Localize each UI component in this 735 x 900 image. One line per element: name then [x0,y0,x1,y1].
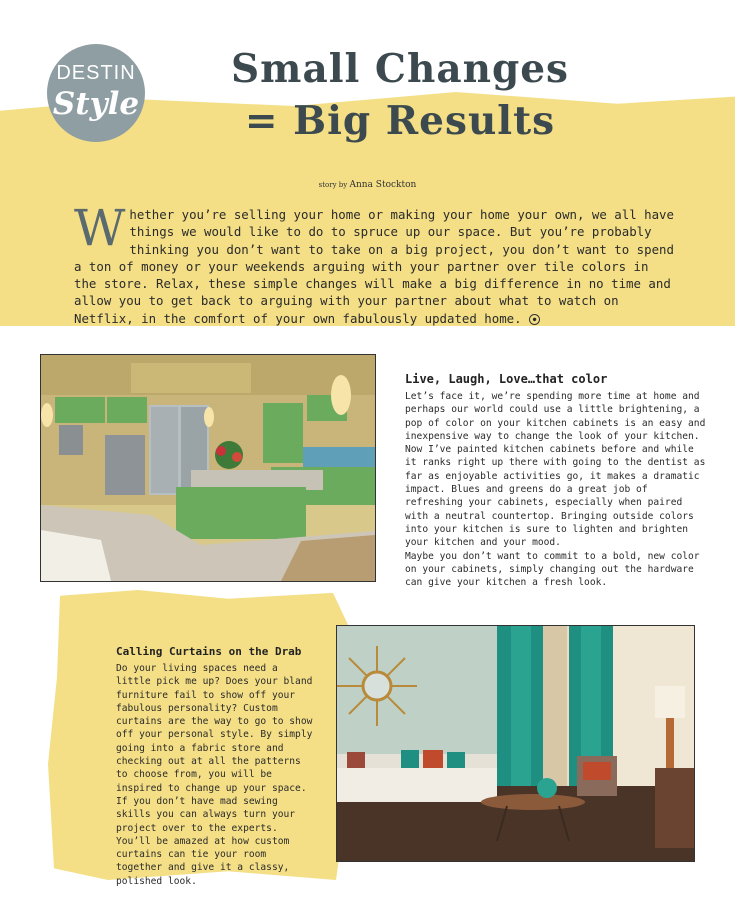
section-kitchen-body1: Let’s face it, we’re spending more time at home and perhaps our world could use a little brightening, a pop of color on your kitchen cabinets is an easy and inexpensive way to change the look of your kitchen. Now I’ve painted kitchen cabinets before and while it ranks right up there with going to the dentist as far as enjoyable activities go, it makes a dramatic impact. Blues and greens do a great job of refreshing your cabinets, especially when paired with a neutral countertop. Bringing outside colors into your kitchen is sure to lighten and brighten your kitchen and your mood. [405,391,706,549]
end-mark-icon: ● [529,314,540,325]
byline-prefix: story by [318,181,348,189]
living-room-illustration [337,626,694,861]
byline [0,180,735,190]
kitchen-illustration [41,355,375,581]
section-kitchen-text [405,372,710,589]
destin-style-badge [47,44,145,142]
section-curtains-text [116,645,316,888]
intro-text: hether you’re selling your home or making your home your own, we all have things we would like to do to spruce up our space. But you’re probably thinking you don’t want to take on a big project, you don’t want to spend a ton of money or your weekends arguing with your partner over tile colors in the store. Relax, these simple changes will make a big difference in no time and allow you to get back to arguing with your partner about what to watch on Netflix, in the comfort of your own fabulously updated home. [74,207,674,326]
section-curtains-heading: Calling Curtains on the Drab [116,645,302,658]
section-kitchen-body2: Maybe you don’t want to commit to a bold, new color on your cabinets, simply changing out the hardware can give your kitchen a fresh look. [405,550,700,589]
intro-paragraph [74,199,674,327]
section-curtains-body: Do your living spaces need a little pick me up? Does your bland furniture fail to show off your fabulous personality? Custom curtains are the way to go to show off your personal style. By simply going into a fabric store and checking out at all the patterns to choose from, you will be inspired to change up your space. If you don’t have mad sewing skills you can always turn your project over to the experts. You’ll be amazed at how custom curtains can tie your room together and give it a classy, polished look. [116,663,313,887]
byline-author: Anna Stockton [349,180,417,190]
badge-line1: DESTIN [56,62,136,84]
page-title-line1: Small Changes [231,46,569,92]
kitchen-photo [40,354,376,582]
living-room-photo [336,625,695,862]
badge-line2: Style [52,86,140,122]
page-title-line2: = Big Results [244,98,556,144]
section-kitchen-heading: Live, Laugh, Love…that color [405,372,608,386]
intro-dropcap: W [74,199,126,257]
